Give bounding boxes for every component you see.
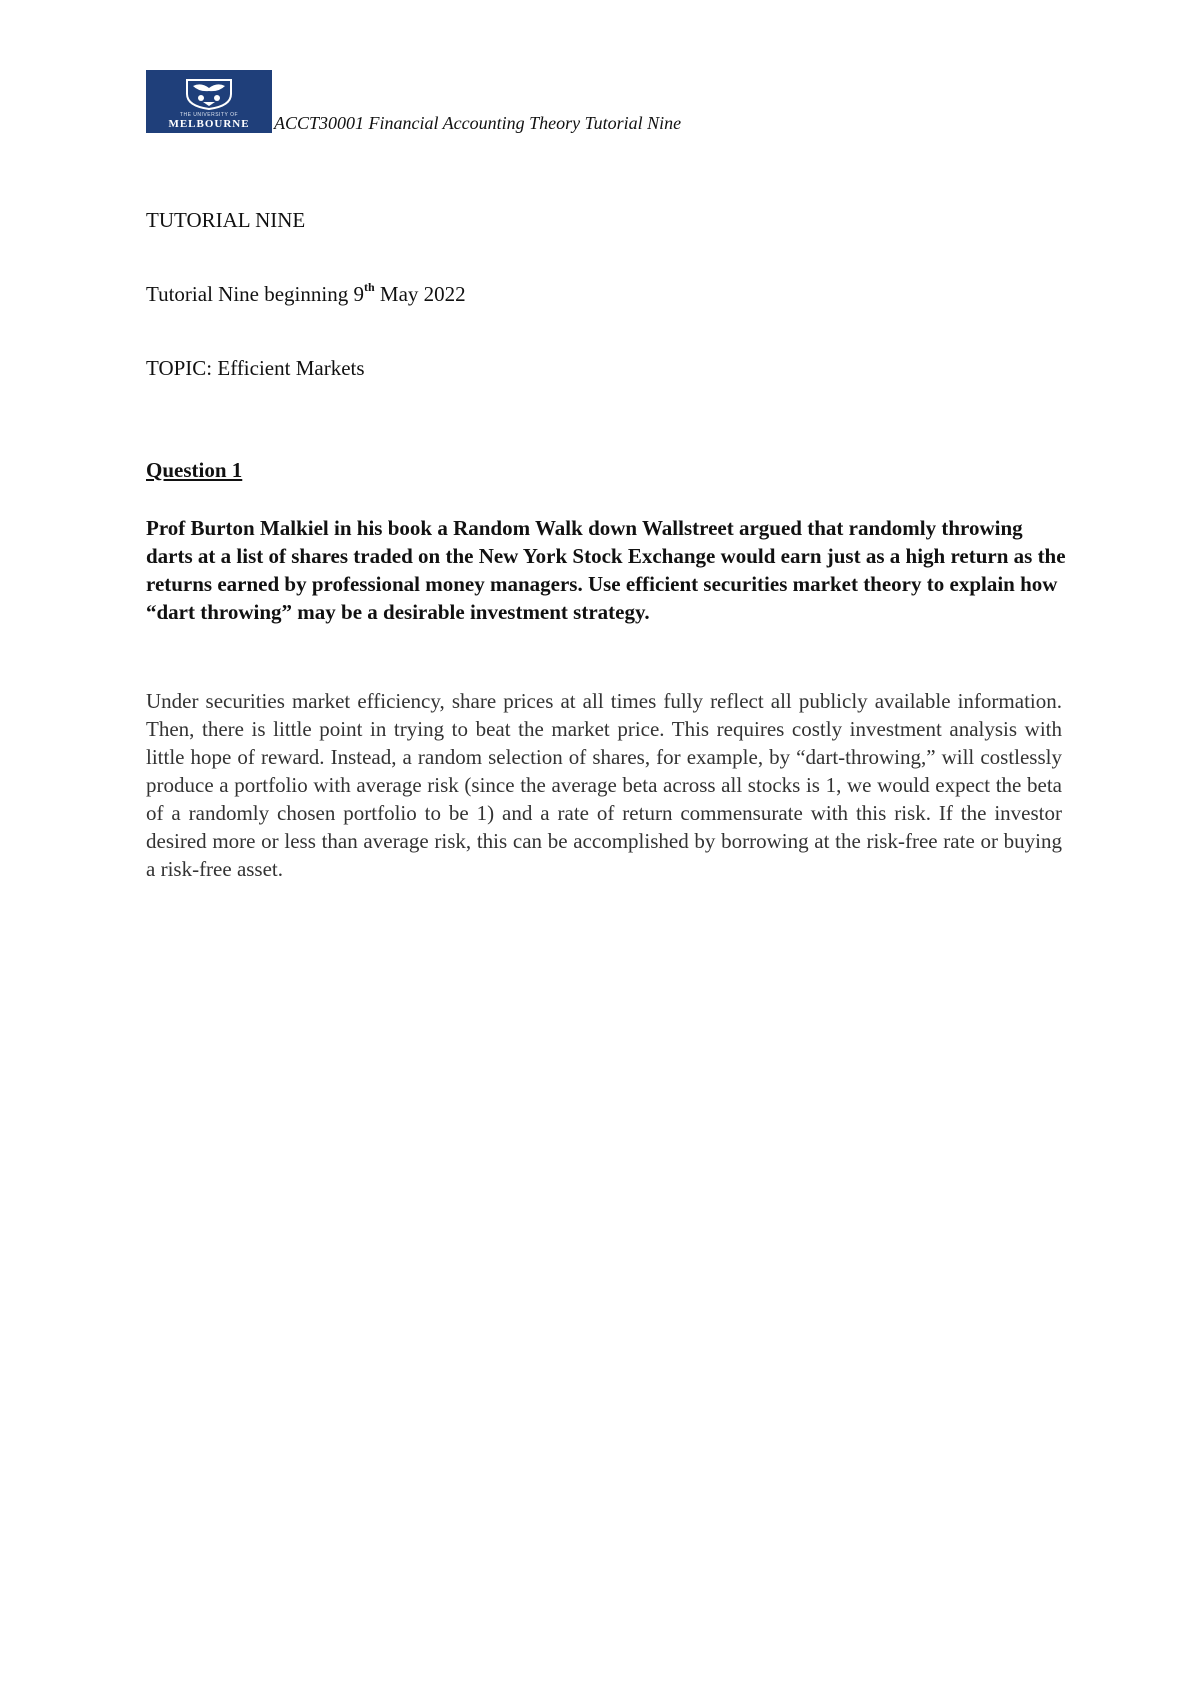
course-header-title: ACCT30001 Financial Accounting Theory Tutorial Nine [274, 113, 682, 133]
question-label: Question 1 [146, 458, 243, 482]
date-superscript: th [363, 280, 375, 294]
logo-caption-small: THE UNIVERSITY OF [179, 112, 239, 118]
crest-icon [179, 76, 239, 110]
university-logo [146, 70, 272, 133]
tutorial-date-line [146, 282, 466, 307]
logo-caption: MELBOURNE [168, 118, 250, 130]
page-header [146, 70, 681, 133]
question-text: Prof Burton Malkiel in his book a Random Walk down Wallstreet argued that randomly throwing darts at a list of shares traded on the New York Stock Exchange would earn just as a high return as the returns earned by professional money managers. Use efficient securities market theory to explain how “dart throwing” may be a desirable investment strategy. [146, 516, 1066, 624]
topic-line: TOPIC: Efficient Markets [146, 356, 365, 380]
date-line-suffix: May 2022 [374, 282, 466, 306]
answer-paragraph: Under securities market efficiency, share prices at all times fully reflect all publicly available information. Then, there is little point in trying to beat the market price. This requires costly investment analysis with little hope of reward. Instead, a random selection of shares, for example, by “dart-throwing,” will costlessly produce a portfolio with average risk (since the average beta across all stocks is 1, we would expect the beta of a randomly chosen portfolio to be 1) and a rate of return commensurate with this risk. If the investor desired more or less than average risk, this can be accomplished by borrowing at the risk-free rate or buying a risk-free asset. [146, 689, 1062, 881]
date-line-prefix: Tutorial Nine beginning 9 [146, 282, 364, 306]
tutorial-heading: TUTORIAL NINE [146, 208, 306, 232]
